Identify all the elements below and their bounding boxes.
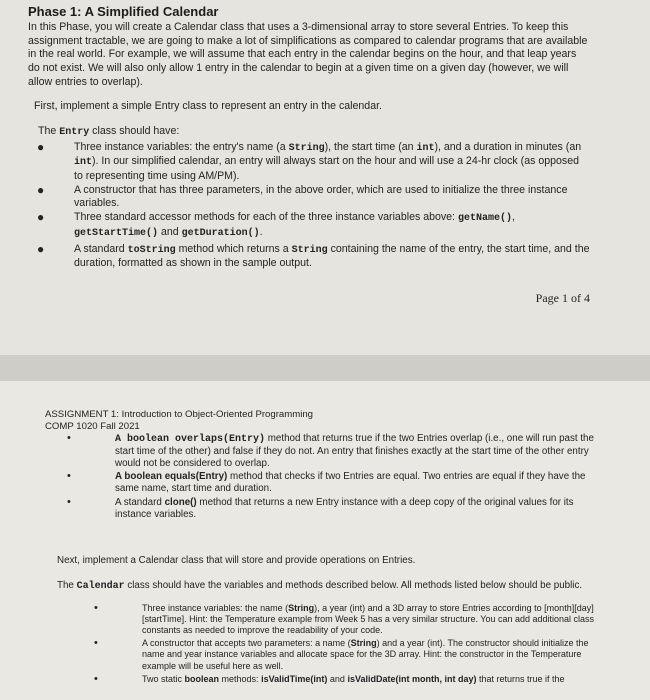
- bullet-icon: •: [67, 470, 71, 483]
- course-header: COMP 1020 Fall 2021: [45, 421, 140, 432]
- bullet-icon: •: [94, 672, 98, 685]
- intro-paragraph: In this Phase, you will create a Calendar class that uses a 3-dimensional array to store several Entries. To keep this assignment tractable, we are going to make a lot of simplifications as compared to calendar programs that are available in the real world. For example, we will assume that each entry in the calendar begins on the hour, and that leap years do not exist. We will also only allow 1 entry in the calendar to begin at a given time on a given day (however, we will allow entries to overlap).: [28, 21, 588, 88]
- page-gap: [0, 355, 650, 381]
- list-item: ● A constructor that has three parameters, in the above order, which are used to initialize the three instance variables.: [37, 183, 568, 209]
- calendar-instruction: Next, implement a Calendar class that will store and provide operations on Entries.: [57, 554, 416, 566]
- bullet-icon: ●: [37, 139, 45, 154]
- list-item: ● A standard toString method which returns a String containing the name of the entry, the start time, and the duration, formatted as shown in the sample output.: [37, 241, 590, 270]
- page-title: Phase 1: A Simplified Calendar: [28, 4, 219, 19]
- list-item: • A standard clone() method that returns a new Entry instance with a deep copy of the original values for its instance variables.: [67, 495, 574, 520]
- bullet-icon: ●: [37, 241, 45, 256]
- bullet-icon: •: [67, 495, 71, 508]
- calendar-requirements-list: [45, 603, 598, 685]
- bullet-icon: •: [94, 601, 98, 614]
- list-item: ● Three instance variables: the entry's name (a String), the start time (an int), and a duration in minutes (an int). In our simplified calendar, an entry will always start on the hour and will use a 24-hr clock (as opposed to representing time using AM/PM).: [37, 139, 582, 182]
- list-item: ● Three standard accessor methods for each of the three instance variables above: getName(), getStartTime() and getDuration().: [37, 210, 515, 240]
- bullet-icon: ●: [37, 210, 45, 225]
- list-item: • Two static boolean methods: isValidTime(int) and isValidDate(int month, int day) that returns true if the: [94, 672, 565, 685]
- bullet-icon: •: [67, 432, 71, 444]
- list-item: • A constructor that accepts two parameters: a name (String) and a year (int). The constructor should initialize the name and year instance variables and allocate space for the 3D array. Hint: the constructor in the Temperature example will be useful here as well.: [94, 637, 589, 671]
- entry-lead: The Entry class should have:: [38, 124, 180, 138]
- assignment-header: ASSIGNMENT 1: Introduction to Object-Oriented Programming: [45, 409, 314, 420]
- entry-methods-list: [45, 433, 598, 521]
- bullet-icon: ●: [37, 183, 45, 198]
- bullet-icon: •: [94, 637, 98, 650]
- page-2: [0, 381, 650, 700]
- list-item: • A boolean overlaps(Entry) method that returns true if the two Entries overlap (i.e., one will run past the start time of the other) and false if they do not. An entry that finishes exactly at the start time of the other entry would not be considered to overlap.: [67, 432, 594, 469]
- list-item: • Three instance variables: the name (String), a year (int) and a 3D array to store Entries according to [month][day][startTime]. Hint: the Temperature example from Week 5 has a very similar structure. You can add additional class constants as needed to improve the readability of your code.: [94, 601, 595, 635]
- page-number: Page 1 of 4: [535, 291, 590, 305]
- list-item: • A boolean equals(Entry) method that checks if two Entries are equal. Two entries are equal if they have the same name, start time and duration.: [67, 470, 586, 495]
- entry-requirements-list: [28, 141, 590, 270]
- entry-instruction: First, implement a simple Entry class to represent an entry in the calendar.: [34, 99, 382, 112]
- calendar-lead: The Calendar class should have the variables and methods described below. All methods listed below should be public.: [57, 579, 583, 592]
- entry-code: Entry: [59, 126, 90, 138]
